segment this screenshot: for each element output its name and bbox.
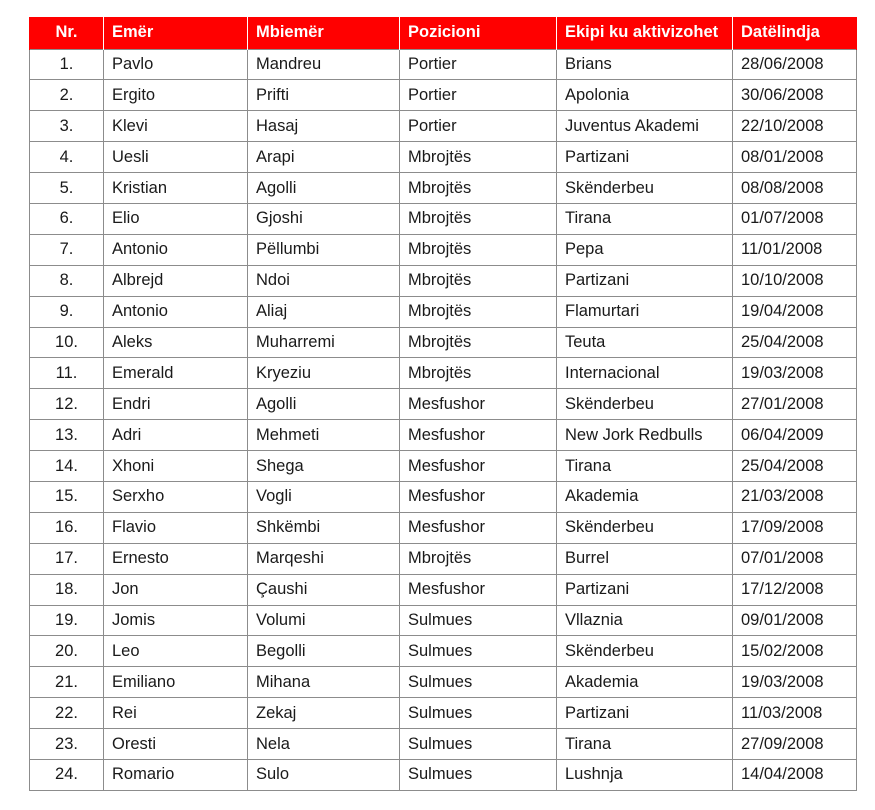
table-row: [30, 698, 857, 729]
table-row: [30, 234, 857, 265]
table-header-row: [30, 17, 857, 49]
cell-birth-date: 25/04/2008: [733, 327, 857, 358]
cell-last-name: Pëllumbi: [248, 234, 400, 265]
cell-number: 11.: [30, 358, 104, 389]
cell-first-name: Xhoni: [104, 451, 248, 482]
cell-team: Partizani: [557, 265, 733, 296]
cell-first-name: Kristian: [104, 173, 248, 204]
cell-birth-date: 11/03/2008: [733, 698, 857, 729]
cell-number: 6.: [30, 203, 104, 234]
cell-first-name: Emerald: [104, 358, 248, 389]
cell-last-name: Begolli: [248, 636, 400, 667]
cell-birth-date: 06/04/2009: [733, 420, 857, 451]
cell-number: 7.: [30, 234, 104, 265]
cell-position: Sulmues: [400, 667, 557, 698]
cell-first-name: Flavio: [104, 512, 248, 543]
cell-last-name: Volumi: [248, 605, 400, 636]
cell-last-name: Muharremi: [248, 327, 400, 358]
cell-team: Flamurtari: [557, 296, 733, 327]
cell-first-name: Jon: [104, 574, 248, 605]
cell-position: Sulmues: [400, 605, 557, 636]
cell-number: 9.: [30, 296, 104, 327]
cell-number: 1.: [30, 49, 104, 80]
cell-first-name: Aleks: [104, 327, 248, 358]
cell-number: 5.: [30, 173, 104, 204]
cell-first-name: Ernesto: [104, 543, 248, 574]
cell-last-name: Çaushi: [248, 574, 400, 605]
table-row: [30, 729, 857, 760]
table-row: [30, 111, 857, 142]
table-row: [30, 358, 857, 389]
cell-birth-date: 19/03/2008: [733, 358, 857, 389]
cell-last-name: Hasaj: [248, 111, 400, 142]
cell-number: 8.: [30, 265, 104, 296]
cell-birth-date: 19/04/2008: [733, 296, 857, 327]
cell-number: 13.: [30, 420, 104, 451]
cell-number: 10.: [30, 327, 104, 358]
cell-first-name: Antonio: [104, 296, 248, 327]
cell-position: Mbrojtës: [400, 296, 557, 327]
table-row: [30, 203, 857, 234]
table-row: [30, 49, 857, 80]
cell-birth-date: 19/03/2008: [733, 667, 857, 698]
table-row: [30, 636, 857, 667]
cell-position: Mesfushor: [400, 481, 557, 512]
column-header-birth-date: Datëlindja: [733, 17, 857, 49]
table-row: [30, 512, 857, 543]
cell-last-name: Kryeziu: [248, 358, 400, 389]
cell-last-name: Ndoi: [248, 265, 400, 296]
cell-position: Sulmues: [400, 698, 557, 729]
cell-team: Skënderbeu: [557, 512, 733, 543]
cell-first-name: Endri: [104, 389, 248, 420]
cell-last-name: Gjoshi: [248, 203, 400, 234]
table-row: [30, 142, 857, 173]
cell-position: Portier: [400, 80, 557, 111]
table-row: [30, 667, 857, 698]
cell-birth-date: 11/01/2008: [733, 234, 857, 265]
cell-birth-date: 08/08/2008: [733, 173, 857, 204]
cell-last-name: Sulo: [248, 759, 400, 790]
table-row: [30, 543, 857, 574]
column-header-position: Pozicioni: [400, 17, 557, 49]
cell-birth-date: 17/12/2008: [733, 574, 857, 605]
table-row: [30, 481, 857, 512]
player-roster: [29, 17, 856, 791]
cell-birth-date: 21/03/2008: [733, 481, 857, 512]
cell-first-name: Klevi: [104, 111, 248, 142]
cell-first-name: Emiliano: [104, 667, 248, 698]
cell-team: Vllaznia: [557, 605, 733, 636]
cell-birth-date: 07/01/2008: [733, 543, 857, 574]
cell-team: Skënderbeu: [557, 636, 733, 667]
cell-first-name: Oresti: [104, 729, 248, 760]
cell-position: Portier: [400, 111, 557, 142]
cell-last-name: Prifti: [248, 80, 400, 111]
cell-first-name: Leo: [104, 636, 248, 667]
column-header-number: Nr.: [30, 17, 104, 49]
cell-team: New Jork Redbulls: [557, 420, 733, 451]
cell-team: Skënderbeu: [557, 389, 733, 420]
cell-birth-date: 22/10/2008: [733, 111, 857, 142]
cell-position: Portier: [400, 49, 557, 80]
cell-birth-date: 10/10/2008: [733, 265, 857, 296]
cell-birth-date: 09/01/2008: [733, 605, 857, 636]
table-row: [30, 389, 857, 420]
table-row: [30, 80, 857, 111]
cell-last-name: Nela: [248, 729, 400, 760]
cell-number: 20.: [30, 636, 104, 667]
cell-position: Mbrojtës: [400, 265, 557, 296]
cell-position: Sulmues: [400, 636, 557, 667]
cell-team: Partizani: [557, 698, 733, 729]
cell-birth-date: 28/06/2008: [733, 49, 857, 80]
cell-team: Teuta: [557, 327, 733, 358]
table-row: [30, 451, 857, 482]
cell-position: Mesfushor: [400, 451, 557, 482]
column-header-first-name: Emër: [104, 17, 248, 49]
cell-number: 2.: [30, 80, 104, 111]
cell-last-name: Shkëmbi: [248, 512, 400, 543]
cell-team: Partizani: [557, 574, 733, 605]
cell-first-name: Antonio: [104, 234, 248, 265]
cell-team: Lushnja: [557, 759, 733, 790]
cell-position: Mesfushor: [400, 389, 557, 420]
cell-birth-date: 27/09/2008: [733, 729, 857, 760]
table-row: [30, 296, 857, 327]
cell-team: Akademia: [557, 667, 733, 698]
cell-position: Sulmues: [400, 759, 557, 790]
cell-first-name: Adri: [104, 420, 248, 451]
cell-team: Burrel: [557, 543, 733, 574]
cell-number: 24.: [30, 759, 104, 790]
cell-birth-date: 08/01/2008: [733, 142, 857, 173]
cell-first-name: Serxho: [104, 481, 248, 512]
cell-position: Mbrojtës: [400, 234, 557, 265]
cell-last-name: Mihana: [248, 667, 400, 698]
cell-last-name: Arapi: [248, 142, 400, 173]
cell-first-name: Uesli: [104, 142, 248, 173]
cell-number: 23.: [30, 729, 104, 760]
table-body: [30, 49, 857, 790]
cell-number: 21.: [30, 667, 104, 698]
table-row: [30, 327, 857, 358]
cell-position: Mesfushor: [400, 574, 557, 605]
cell-number: 18.: [30, 574, 104, 605]
table-row: [30, 173, 857, 204]
table-row: [30, 759, 857, 790]
cell-birth-date: 14/04/2008: [733, 759, 857, 790]
cell-first-name: Pavlo: [104, 49, 248, 80]
cell-team: Brians: [557, 49, 733, 80]
cell-position: Mesfushor: [400, 512, 557, 543]
cell-first-name: Romario: [104, 759, 248, 790]
cell-last-name: Mandreu: [248, 49, 400, 80]
player-roster-table: [29, 17, 857, 791]
cell-first-name: Jomis: [104, 605, 248, 636]
cell-team: Apolonia: [557, 80, 733, 111]
cell-last-name: Marqeshi: [248, 543, 400, 574]
cell-team: Pepa: [557, 234, 733, 265]
cell-birth-date: 27/01/2008: [733, 389, 857, 420]
cell-last-name: Zekaj: [248, 698, 400, 729]
cell-birth-date: 15/02/2008: [733, 636, 857, 667]
cell-first-name: Rei: [104, 698, 248, 729]
cell-team: Juventus Akademi: [557, 111, 733, 142]
table-row: [30, 574, 857, 605]
column-header-last-name: Mbiemër: [248, 17, 400, 49]
cell-team: Tirana: [557, 451, 733, 482]
cell-last-name: Aliaj: [248, 296, 400, 327]
column-header-team: Ekipi ku aktivizohet: [557, 17, 733, 49]
cell-number: 15.: [30, 481, 104, 512]
cell-position: Mbrojtës: [400, 203, 557, 234]
cell-number: 12.: [30, 389, 104, 420]
cell-team: Tirana: [557, 729, 733, 760]
cell-position: Mbrojtës: [400, 327, 557, 358]
cell-number: 17.: [30, 543, 104, 574]
cell-birth-date: 17/09/2008: [733, 512, 857, 543]
cell-last-name: Shega: [248, 451, 400, 482]
cell-birth-date: 25/04/2008: [733, 451, 857, 482]
cell-number: 14.: [30, 451, 104, 482]
cell-last-name: Mehmeti: [248, 420, 400, 451]
cell-team: Skënderbeu: [557, 173, 733, 204]
cell-number: 4.: [30, 142, 104, 173]
cell-team: Tirana: [557, 203, 733, 234]
cell-position: Mbrojtës: [400, 543, 557, 574]
cell-last-name: Vogli: [248, 481, 400, 512]
cell-position: Sulmues: [400, 729, 557, 760]
table-row: [30, 605, 857, 636]
cell-last-name: Agolli: [248, 173, 400, 204]
cell-position: Mbrojtës: [400, 142, 557, 173]
cell-position: Mesfushor: [400, 420, 557, 451]
cell-number: 19.: [30, 605, 104, 636]
cell-position: Mbrojtës: [400, 358, 557, 389]
cell-first-name: Ergito: [104, 80, 248, 111]
cell-birth-date: 01/07/2008: [733, 203, 857, 234]
table-row: [30, 420, 857, 451]
cell-number: 3.: [30, 111, 104, 142]
cell-team: Akademia: [557, 481, 733, 512]
cell-birth-date: 30/06/2008: [733, 80, 857, 111]
cell-last-name: Agolli: [248, 389, 400, 420]
cell-first-name: Albrejd: [104, 265, 248, 296]
cell-first-name: Elio: [104, 203, 248, 234]
cell-position: Mbrojtës: [400, 173, 557, 204]
table-row: [30, 265, 857, 296]
cell-number: 16.: [30, 512, 104, 543]
cell-team: Partizani: [557, 142, 733, 173]
cell-number: 22.: [30, 698, 104, 729]
cell-team: Internacional: [557, 358, 733, 389]
